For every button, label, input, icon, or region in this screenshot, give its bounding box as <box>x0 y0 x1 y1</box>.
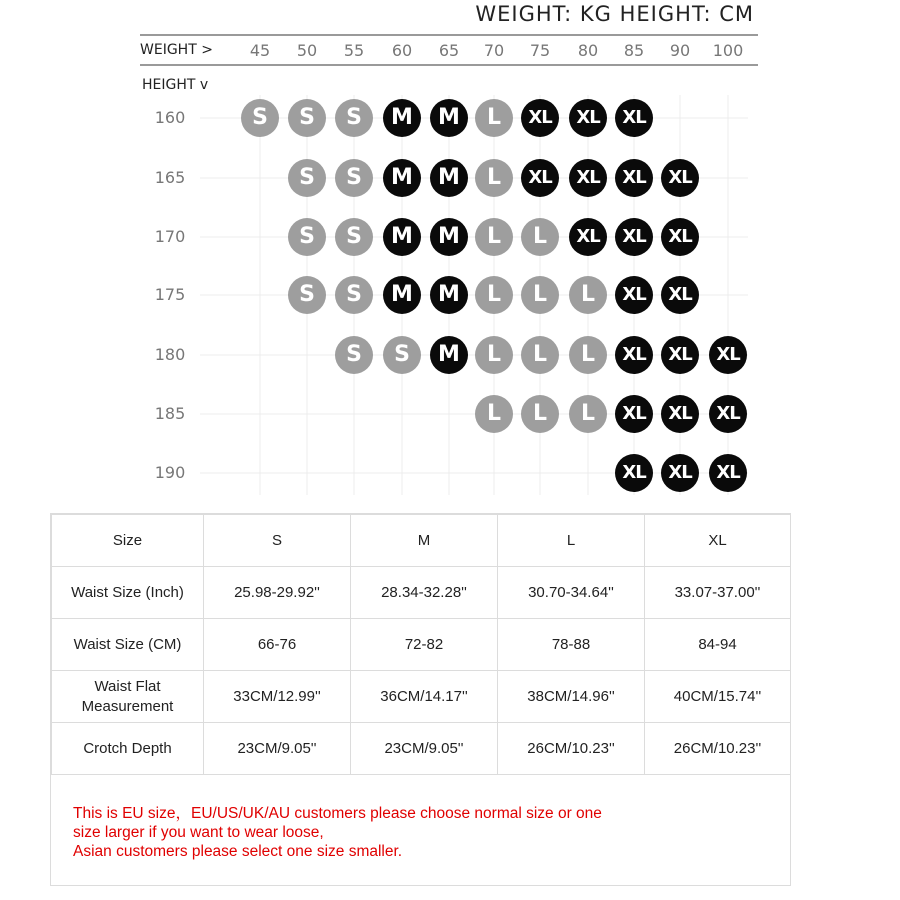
size-dot-s: S <box>288 159 326 197</box>
size-dot-xl: XL <box>615 99 653 137</box>
size-dot-l: L <box>521 218 559 256</box>
size-dot-xl: XL <box>615 395 653 433</box>
size-dot-xl: XL <box>661 159 699 197</box>
weight-tick-label: 55 <box>343 41 365 60</box>
size-dot-l: L <box>521 395 559 433</box>
height-tick-label: 165 <box>154 168 186 187</box>
table-cell: 72-82 <box>351 619 498 671</box>
size-note-line: Asian customers please select one size smaller. <box>73 843 403 860</box>
table-header-cell: L <box>498 515 645 567</box>
size-note <box>73 804 773 861</box>
units-label: WEIGHT: KG HEIGHT: CM <box>475 2 754 26</box>
table-cell: 40CM/15.74'' <box>645 671 791 723</box>
size-dot-m: M <box>383 218 421 256</box>
size-dot-m: M <box>383 159 421 197</box>
table-cell: 26CM/10.23'' <box>498 723 645 775</box>
size-dot-s: S <box>288 99 326 137</box>
height-tick-label: 175 <box>154 285 186 304</box>
table-row <box>52 619 791 671</box>
table-row-label: Waist Flat Measurement <box>52 671 204 723</box>
table-header-cell: S <box>204 515 351 567</box>
size-dot-m: M <box>430 99 468 137</box>
size-dot-m: M <box>383 99 421 137</box>
table-row-label: Crotch Depth <box>52 723 204 775</box>
table-header-cell: XL <box>645 515 791 567</box>
size-dot-l: L <box>569 336 607 374</box>
weight-tick-label: 85 <box>623 41 645 60</box>
table-row <box>52 723 791 775</box>
size-dot-l: L <box>475 276 513 314</box>
size-measurement-table <box>51 514 791 775</box>
size-dot-l: L <box>475 218 513 256</box>
size-dot-l: L <box>521 336 559 374</box>
size-dot-s: S <box>241 99 279 137</box>
size-dot-s: S <box>335 99 373 137</box>
size-dot-s: S <box>335 276 373 314</box>
size-dot-xl: XL <box>661 336 699 374</box>
table-cell: 33CM/12.99'' <box>204 671 351 723</box>
table-cell: 23CM/9.05'' <box>204 723 351 775</box>
height-tick-label: 190 <box>154 463 186 482</box>
weight-tick-label: 100 <box>712 41 744 60</box>
size-dot-s: S <box>335 336 373 374</box>
size-dot-m: M <box>430 336 468 374</box>
size-dot-l: L <box>475 159 513 197</box>
size-dot-xl: XL <box>569 99 607 137</box>
size-dot-m: M <box>430 218 468 256</box>
table-header-cell: M <box>351 515 498 567</box>
size-dot-xl: XL <box>709 395 747 433</box>
table-cell: 28.34-32.28'' <box>351 567 498 619</box>
weight-axis-label: WEIGHT > <box>140 42 213 58</box>
weight-tick-label: 80 <box>577 41 599 60</box>
size-dot-xl: XL <box>661 395 699 433</box>
table-row <box>52 671 791 723</box>
size-dot-m: M <box>430 159 468 197</box>
size-table <box>50 513 791 886</box>
weight-tick-label: 65 <box>438 41 460 60</box>
table-cell: 26CM/10.23'' <box>645 723 791 775</box>
size-dot-xl: XL <box>521 159 559 197</box>
size-note-line: This is EU size，EU/US/UK/AU customers please choose normal size or one <box>73 805 602 822</box>
size-dot-xl: XL <box>569 159 607 197</box>
table-header-cell: Size <box>52 515 204 567</box>
size-dot-xl: XL <box>661 218 699 256</box>
size-dot-xl: XL <box>615 159 653 197</box>
size-dot-xl: XL <box>615 454 653 492</box>
size-dot-m: M <box>430 276 468 314</box>
table-cell: 30.70-34.64'' <box>498 567 645 619</box>
height-tick-label: 185 <box>154 404 186 423</box>
size-dot-xl: XL <box>615 276 653 314</box>
weight-tick-label: 75 <box>529 41 551 60</box>
height-tick-label: 180 <box>154 345 186 364</box>
weight-tick-label: 45 <box>249 41 271 60</box>
size-dot-l: L <box>521 276 559 314</box>
size-dot-s: S <box>335 159 373 197</box>
size-dot-xl: XL <box>661 276 699 314</box>
size-dot-l: L <box>475 99 513 137</box>
size-dot-s: S <box>288 276 326 314</box>
table-cell: 78-88 <box>498 619 645 671</box>
table-cell: 38CM/14.96'' <box>498 671 645 723</box>
height-tick-label: 160 <box>154 108 186 127</box>
table-cell: 25.98-29.92'' <box>204 567 351 619</box>
size-dot-xl: XL <box>615 336 653 374</box>
size-dot-xl: XL <box>521 99 559 137</box>
height-axis-label: HEIGHT v <box>142 77 209 93</box>
table-cell: 66-76 <box>204 619 351 671</box>
size-dot-m: M <box>383 276 421 314</box>
table-cell: 84-94 <box>645 619 791 671</box>
table-header-row <box>52 515 791 567</box>
table-row <box>52 567 791 619</box>
table-cell: 33.07-37.00'' <box>645 567 791 619</box>
table-cell: 36CM/14.17'' <box>351 671 498 723</box>
table-row-label: Waist Size (Inch) <box>52 567 204 619</box>
size-dot-s: S <box>288 218 326 256</box>
weight-tick-label: 90 <box>669 41 691 60</box>
weight-tick-label: 70 <box>483 41 505 60</box>
size-dot-s: S <box>335 218 373 256</box>
table-row-label: Waist Size (CM) <box>52 619 204 671</box>
size-dot-l: L <box>475 395 513 433</box>
size-dot-xl: XL <box>569 218 607 256</box>
size-dot-l: L <box>475 336 513 374</box>
size-dot-xl: XL <box>615 218 653 256</box>
weight-tick-label: 60 <box>391 41 413 60</box>
size-dot-xl: XL <box>709 336 747 374</box>
height-tick-label: 170 <box>154 227 186 246</box>
size-dot-l: L <box>569 276 607 314</box>
size-dot-s: S <box>383 336 421 374</box>
weight-tick-label: 50 <box>296 41 318 60</box>
size-dot-l: L <box>569 395 607 433</box>
table-cell: 23CM/9.05'' <box>351 723 498 775</box>
size-note-line: size larger if you want to wear loose, <box>73 824 324 841</box>
size-dot-xl: XL <box>661 454 699 492</box>
size-dot-xl: XL <box>709 454 747 492</box>
